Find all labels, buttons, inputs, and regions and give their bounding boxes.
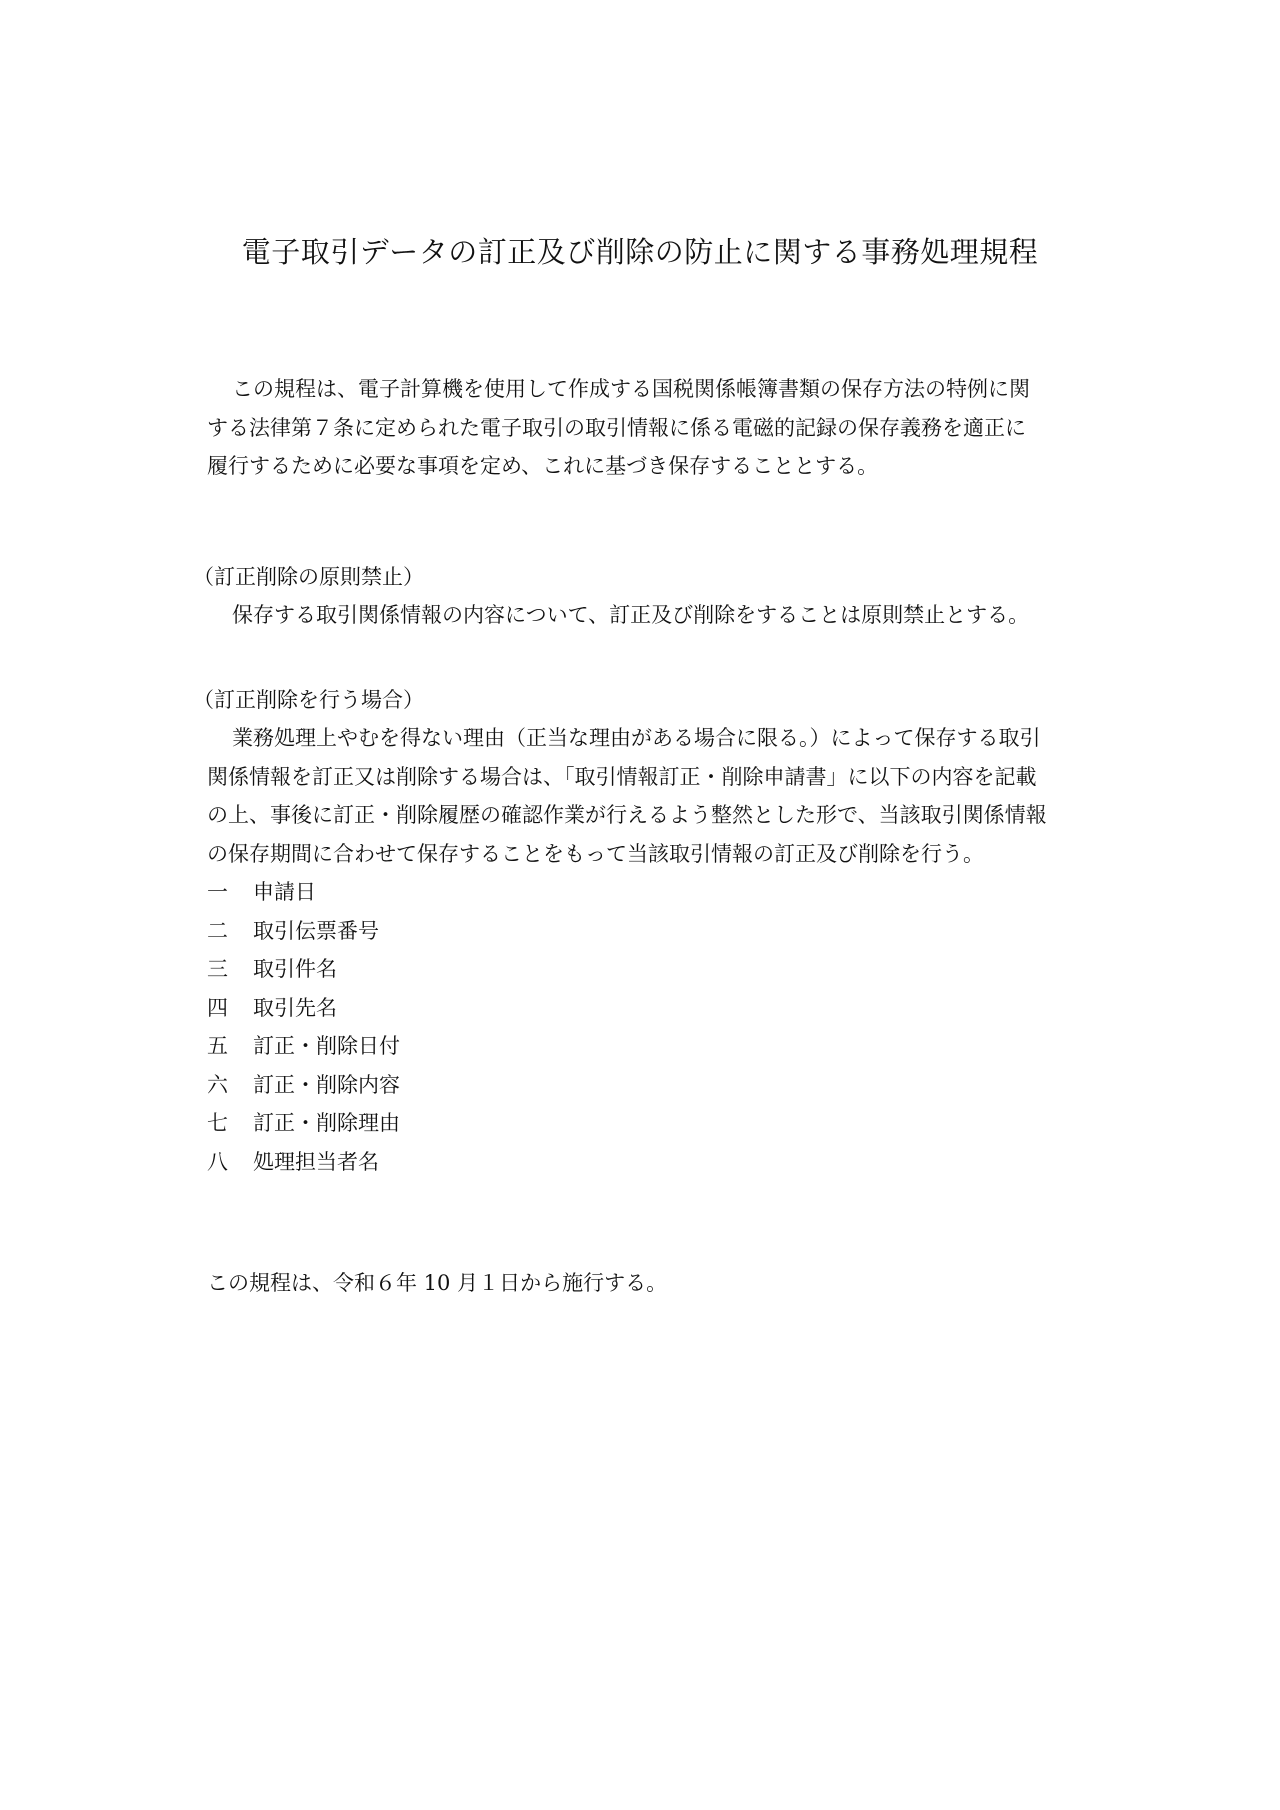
list-item	[207, 873, 400, 912]
list-item-text: 取引件名	[253, 957, 337, 981]
list-item-number: 六	[207, 1072, 228, 1097]
list-item-number: 一	[207, 880, 228, 904]
section-heading-prohibition: （訂正削除の原則禁止）	[193, 565, 424, 589]
section-body-correction	[207, 719, 1107, 873]
list-item-number: 四	[207, 995, 228, 1020]
preamble-paragraph	[207, 370, 1107, 486]
list-item-number: 七	[207, 1111, 228, 1135]
list-item-text: 訂正・削除内容	[253, 1072, 400, 1097]
list-item-number: 八	[207, 1149, 228, 1174]
list-item-number: 二	[207, 918, 228, 943]
list-item-number: 三	[207, 957, 228, 981]
list-item	[207, 950, 400, 989]
preamble-line: する法律第７条に定められた電子取引の取引情報に係る電磁的記録の保存義務を適正に	[207, 415, 1026, 440]
list-item-text: 訂正・削除理由	[253, 1111, 400, 1135]
list-item-number: 五	[207, 1034, 228, 1058]
list-item	[207, 1143, 400, 1182]
section-body-line: の保存期間に合わせて保存することをもって当該取引情報の訂正及び削除を行う。	[207, 841, 984, 866]
document-title: 電子取引データの訂正及び削除の防止に関する事務処理規程	[241, 235, 1039, 269]
required-items-list	[207, 873, 400, 1181]
list-item-text: 申請日	[253, 880, 316, 904]
section-heading-correction: （訂正削除を行う場合）	[193, 688, 424, 712]
list-item-text: 訂正・削除日付	[253, 1034, 400, 1058]
list-item	[207, 989, 400, 1028]
effective-date-statement: この規程は、令和６年 10 月１日から施行する。	[207, 1271, 668, 1295]
list-item	[207, 912, 400, 951]
section-body-line: 保存する取引関係情報の内容について、訂正及び削除をすることは原則禁止とする。	[232, 603, 1030, 627]
list-item-text: 処理担当者名	[253, 1149, 379, 1174]
list-item	[207, 1027, 400, 1066]
list-item-text: 取引先名	[253, 995, 337, 1020]
list-item	[207, 1104, 400, 1143]
preamble-line: この規程は、電子計算機を使用して作成する国税関係帳簿書類の保存方法の特例に関	[232, 377, 1030, 401]
section-body-prohibition	[207, 596, 1107, 635]
section-body-line: 業務処理上やむを得ない理由（正当な理由がある場合に限る。）によって保存する取引	[232, 726, 1041, 750]
list-item-text: 取引伝票番号	[253, 918, 379, 943]
section-body-line: の上、事後に訂正・削除履歴の確認作業が行えるよう整然とした形で、当該取引関係情報	[207, 803, 1047, 827]
list-item	[207, 1066, 400, 1105]
section-body-line: 関係情報を訂正又は削除する場合は、「取引情報訂正・削除申請書」に以下の内容を記載	[207, 764, 1037, 789]
preamble-line: 履行するために必要な事項を定め、これに基づき保存することとする。	[207, 454, 879, 478]
